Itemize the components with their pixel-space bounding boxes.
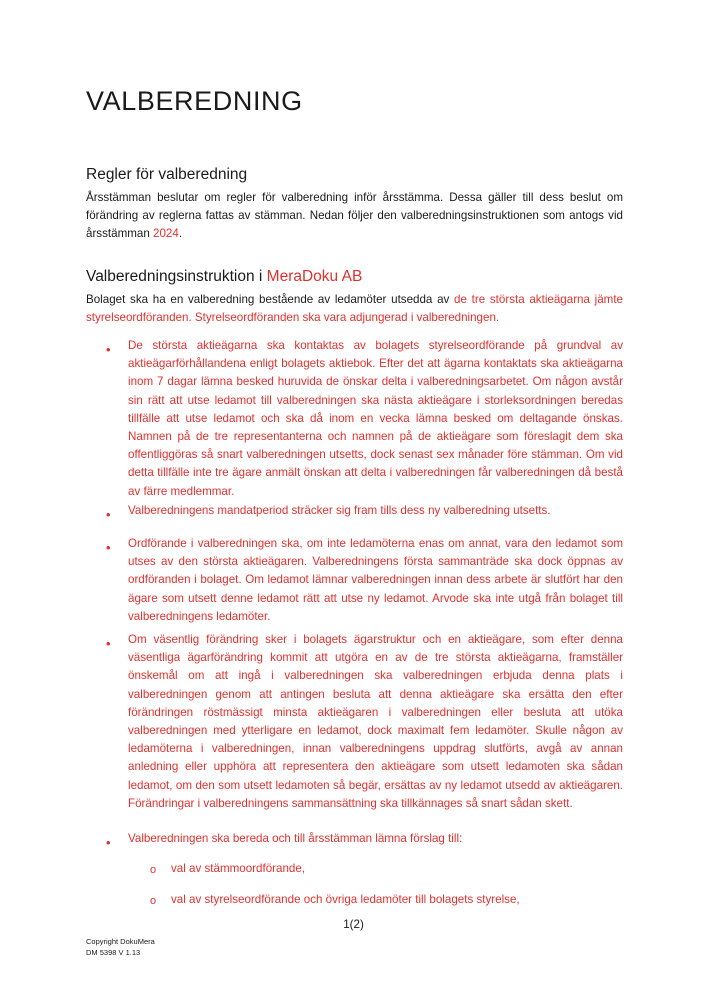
list-item: Valberedningen ska bereda och till årsstämman lämna förslag till:: [128, 832, 463, 845]
sub-list-item: val av stämmoordförande,: [171, 862, 306, 875]
list-item: Valberedningens mandatperiod sträcker sig fram tills dess ny valberedning utsetts.: [128, 504, 551, 517]
section-heading-rules: Regler för valberedning: [86, 166, 248, 183]
bullet-icon: •: [106, 540, 111, 555]
intro-red-text: de tre största aktieägarna jämte styrelseordföranden. Styrelseordföranden ska vara adjungerad i valberedningen.: [86, 293, 623, 325]
rules-year: 2024: [153, 227, 179, 241]
subbullet-icon: o: [150, 895, 157, 907]
rules-text: Årsstämman beslutar om regler för valberedning inför årsstämma. Dessa gäller till dess beslut om förändring av reglerna fattas av stämman. Nedan följer den valberedningsinstruktionen som antogs vid årsstämman: [86, 191, 623, 241]
page-number: 1(2): [343, 918, 364, 931]
bullet-icon: •: [106, 835, 111, 850]
sub-list-item: val av styrelseordförande och övriga ledamöter till bolagets styrelse,: [171, 893, 520, 906]
intro-text: Bolaget ska ha en valberedning bestående av ledamöter utsedda av: [86, 293, 455, 306]
list-item: De största aktieägarna ska kontaktas av bolagets styrelseordförande på grundval av aktieägarförhållandena enligt bolagets aktiebok. Efter det att ägarna kontaktats ska aktieägarna inom 7 dagar lämna besked huruvida de önskar delta i valberedningsarbetet. Om någon avstår sin rätt att utse ledamot till valberedningen ska nästa aktieägare i storleksordningen beredas tillfälle att utse ledamot och ska då inom en vecka lämna besked om deltagande önskas. Namnen på de tre representanterna och namnen på de aktieägare som föreslagit dem ska offentliggöras så snart valberedningen utsetts, dock senast sex månader före stämman. Om vid detta tillfälle inte tre ägare anmält önskan att delta i valberedningen får valberedningen då bestå av färre medlemmar.: [128, 339, 623, 498]
instruction-heading-prefix: Valberedningsinstruktion i: [86, 268, 267, 285]
bullet-icon: •: [106, 636, 111, 651]
instruction-intro: [86, 291, 623, 327]
page-title: VALBEREDNING: [86, 86, 303, 116]
footer-doc-id: DM 5398 V 1.13: [86, 948, 141, 957]
bullet-icon: •: [106, 342, 111, 357]
list-item: Om väsentlig förändring sker i bolagets ägarstruktur och en aktieägare, som efter denna väsentliga ägarförändring kommit att utgöra en av de tre största aktieägarna, framställer önskemål om att ingå i valberedningen ska valberedningen erbjuda denna plats i valberedningen genom att antingen besluta att denna aktieägare ska ersätta den efter förändringen röstmässigt minsta aktieägaren i valberedningen eller besluta att utöka valberedningen med ytterligare en ledamot, dock maximalt fem ledamöter. Skulle någon av ledamöterna i valberedningen, innan valberedningens uppdrag slutförts, avgå av annan anledning eller upphöra att representera den aktieägare som utsett ledamoten ska sådan ledamot, om den som utsett ledamoten så begär, ersättas av ny ledamot utsedd av aktieägaren. Förändringar i valberedningens sammansättning ska tillkännages så snart sådan skett.: [128, 633, 623, 810]
footer-copyright: Copyright DokuMera: [86, 937, 155, 946]
rules-text-end: .: [178, 227, 183, 241]
company-name: MeraDoku AB: [266, 268, 363, 285]
subbullet-icon: o: [150, 864, 157, 876]
bullet-icon: •: [106, 507, 111, 522]
list-item: Ordförande i valberedningen ska, om inte ledamöterna enas om annat, vara den ledamot som utses av den största aktieägaren. Valberedningens första sammanträde ska dock öppnas av ordföranden i bolaget. Om ledamot lämnar valberedningen innan dess arbete är slutfört har den ägare som utsett denne ledamot rätt att utse ny ledamot. Arvode ska inte utgå från bolaget till valberedningens ledamöter.: [128, 537, 623, 623]
rules-paragraph: [86, 189, 623, 244]
section-heading-instruction: [86, 268, 362, 286]
